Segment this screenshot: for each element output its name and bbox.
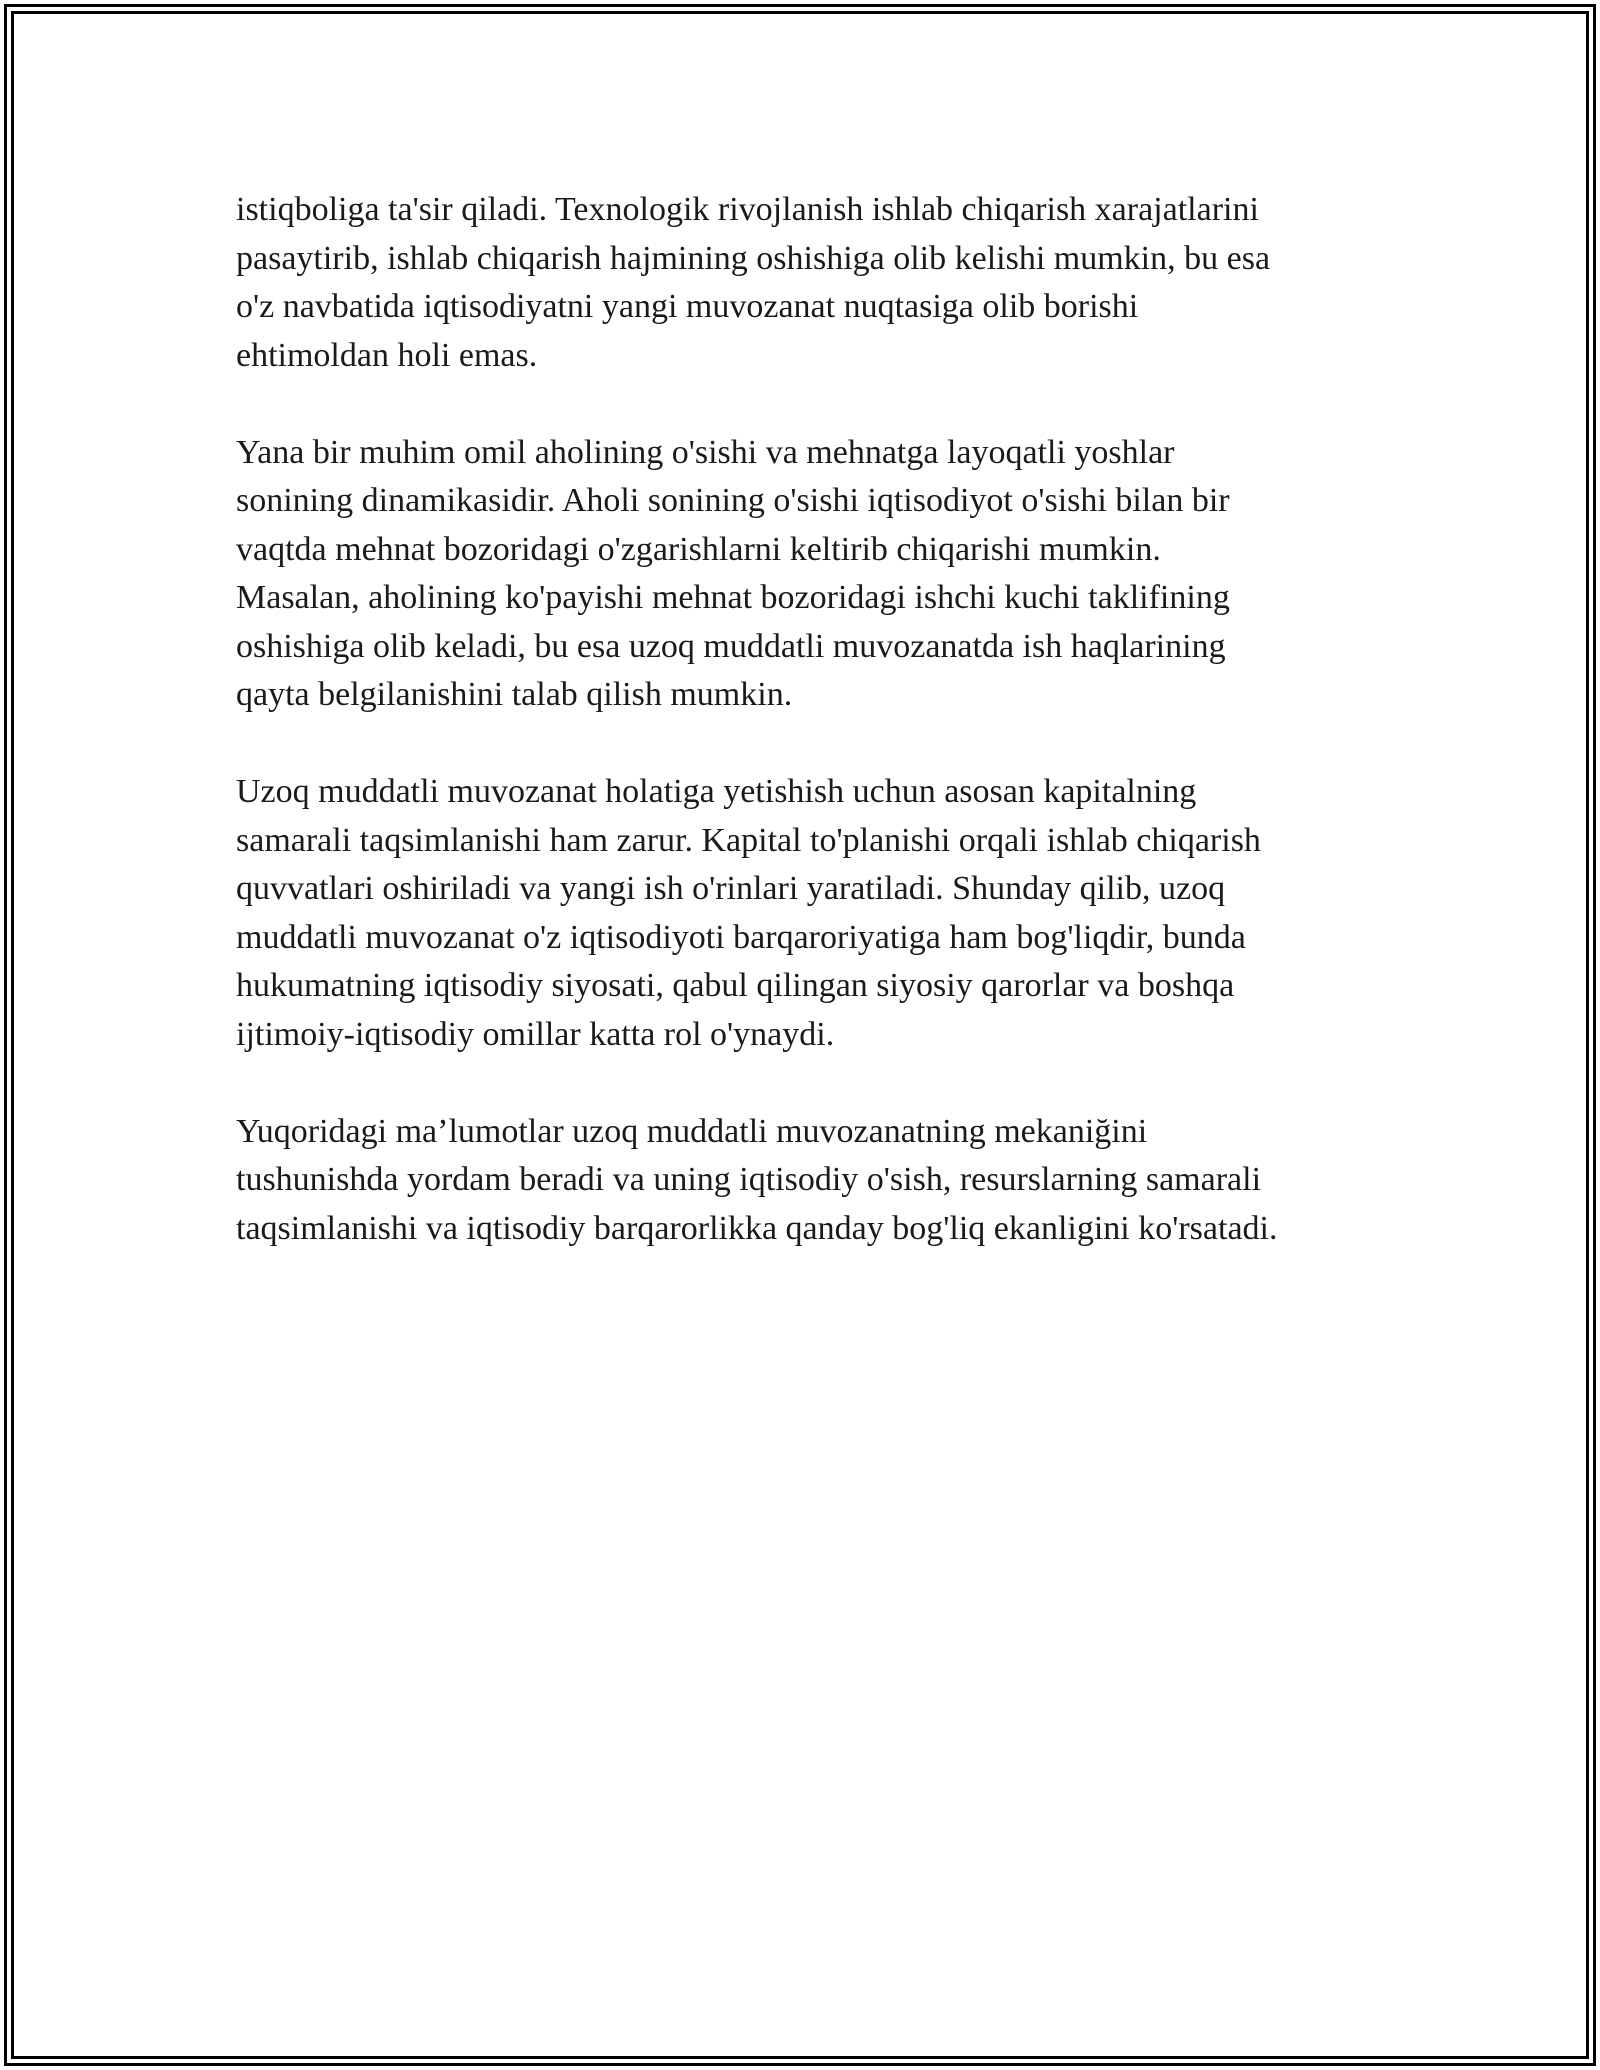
document-body: [236, 186, 1386, 1302]
paragraph-2: Yana bir muhim omil aholining o'sishi va mehnatga layoqatli yoshlar sonining dinamikasidir. Aholi sonining o'sishi iqtisodiyot o'sishi bilan bir vaqtda mehnat bozoridagi o'zgarishlarni keltirib chiqarishi mumkin. Masalan, aholining ko'payishi mehnat bozoridagi ishchi kuchi taklifining oshishiga olib keladi, bu esa uzoq muddatli muvozanatda ish haqlarining qayta belgilanishini talab qilish mumkin.: [236, 433, 1230, 713]
paragraph-3: Uzoq muddatli muvozanat holatiga yetishish uchun asosan kapitalning samarali taqsimlanishi ham zarur. Kapital to'planishi orqali ishlab chiqarish quvvatlari oshiriladi va yangi ish o'rinlari yaratiladi. Shunday qilib, uzoq muddatli muvozanat o'z iqtisodiyoti barqaroriyatiga ham bog'liqdir, bunda hukumatning iqtisodiy siyosati, qabul qilingan siyosiy qarorlar va boshqa ijtimoiy-iqtisodiy omillar katta rol o'ynaydi.: [236, 773, 1261, 1053]
paragraph-4: Yuqoridagi ma’lumotlar uzoq muddatli muvozanatning mekaniğini tushunishda yordam beradi va uning iqtisodiy o'sish, resurslarning samarali taqsimlanishi va iqtisodiy barqarorlikka qanday bog'liq ekanligini ko'rsatadi.: [236, 1112, 1278, 1247]
paragraph-1: istiqboliga ta'sir qiladi. Texnologik rivojlanish ishlab chiqarish xarajatlarini pasaytirib, ishlab chiqarish hajmining oshishiga olib kelishi mumkin, bu esa o'z navbatida iqtisodiyatni yangi muvozanat nuqtasiga olib borishi ehtimoldan holi emas.: [236, 191, 1271, 374]
